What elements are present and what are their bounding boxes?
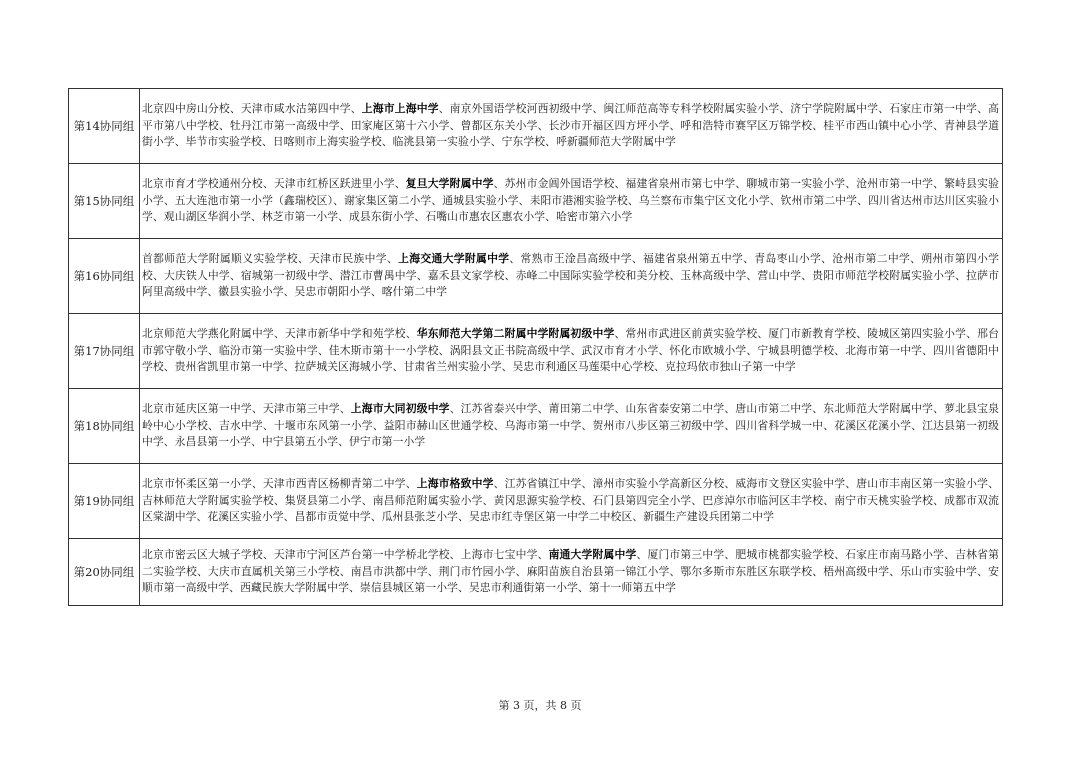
lead-school: 上海交通大学附属中学: [398, 251, 510, 265]
members-before-lead: 北京师范大学燕化附属中学、天津市新华中学和苑学校、: [142, 326, 417, 340]
group-name: 第16协同组: [69, 239, 140, 314]
members-before-lead: 首都师范大学附属顺义实验学校、天津市民族中学、: [142, 251, 399, 265]
lead-school: 南通大学附属中学: [548, 547, 637, 561]
lead-school: 复旦大学附属中学: [405, 176, 494, 190]
lead-school: 上海市大同初级中学: [350, 401, 450, 415]
group-name: 第14协同组: [69, 89, 140, 164]
group-members: [140, 314, 1003, 389]
group-name: 第18协同组: [69, 389, 140, 464]
lead-school: 上海市上海中学: [361, 101, 439, 115]
lead-school: 上海市格致中学: [416, 476, 494, 490]
members-after-lead: 、苏州市金阊外国语学校、福建省泉州市第七中学、聊城市第一实验小学、沧州市第一中学、繁峙县实验小学、五大连池市第一小学（鑫瑞校区）、谢家集区第二小学、通城县实验小学、耒阳市港湘实验学校、乌兰察布市集宁区文化小学、钦州市第二中学、四川省达州市达川区实验小学、观山湖区华润小学、林芝市第一小学、成县东街小学、石嘴山市惠农区惠农小学、哈密市第六小学: [142, 176, 999, 224]
group-members: [140, 239, 1003, 314]
group-members: [140, 389, 1003, 464]
page-number: 第 3 页，共 8 页: [498, 699, 582, 712]
members-before-lead: 北京市密云区大城子学校、天津市宁河区芦台第一中学桥北学校、上海市七宝中学、: [142, 547, 549, 561]
members-before-lead: 北京市延庆区第一中学、天津市第三中学、: [142, 401, 351, 415]
members-before-lead: 北京四中房山分校、天津市咸水沽第四中学、: [142, 101, 362, 115]
group-members: [140, 539, 1003, 606]
group-name: 第19协同组: [69, 464, 140, 539]
table-row: [69, 239, 1003, 314]
group-name: 第17协同组: [69, 314, 140, 389]
group-members: [140, 89, 1003, 164]
table-row: [69, 89, 1003, 164]
members-after-lead: 、江苏省泰兴中学、莆田第二中学、山东省泰安第二中学、唐山市第二中学、东北师范大学附属中学、萝北县宝泉岭中心小学校、吉水中学、十堰市东风第一小学、益阳市赫山区世通学校、乌海市第一中学、贺州市八步区第三初级中学、四川省科学城一中、花溪区花溪小学、江达县第一初级中学、永昌县第一小学、中宁县第五小学、伊宁市第一小学: [142, 401, 1000, 449]
table-row: [69, 389, 1003, 464]
table-row: [69, 464, 1003, 539]
members-after-lead: 、常州市武进区前黄实验学校、厦门市新教育学校、陵城区第四实验小学、邢台市郭守敬小学、临汾市第一实验中学、佳木斯市第十一小学校、涡阳县文正书院高级中学、武汉市育才小学、怀化市欧城小学、宁城县明德学校、北海市第一中学、四川省德阳中学校、贵州省凯里市第一中学、拉萨城关区海城小学、甘肃省兰州实验小学、吴忠市利通区马莲渠中心学校、克拉玛依市独山子第一中学: [142, 326, 999, 374]
group-members: [140, 164, 1003, 239]
group-members: [140, 464, 1003, 539]
table-row: [69, 539, 1003, 606]
group-name: 第20协同组: [69, 539, 140, 606]
lead-school: 华东师范大学第二附属中学附属初级中学: [416, 326, 615, 340]
members-after-lead: 、厦门市第三中学、肥城市桃都实验学校、石家庄市南马路小学、吉林省第二实验学校、大庆市直属机关第三小学校、南昌市洪都中学、荆门市竹园小学、麻阳苗族自治县第一锦江小学、鄂尔多斯市东胜区东联学校、梧州高级中学、乐山市实验中学、安顺市第一高级中学、西藏民族大学附属中学、崇信县城区第一小学、吴忠市利通街第一小学、第十一师第五中学: [142, 547, 999, 595]
members-after-lead: 、江苏省镇江中学、漳州市实验小学高新区分校、威海市文登区实验中学、唐山市丰南区第一实验小学、吉林师范大学附属实验学校、集贤县第二小学、南昌师范附属实验小学、黄冈思源实验学校、石门县第四完全小学、巴彦淖尔市临河区丰学校、南宁市天桃实验学校、成都市双流区棠湖中学、花溪区实验小学、昌都市贡觉中学、瓜州县张芝小学、吴忠市红寺堡区第一中学二中校区、新疆生产建设兵团第二中学: [142, 476, 999, 524]
table-row: [69, 164, 1003, 239]
members-after-lead: 、常熟市王淦昌高级中学、福建省泉州第五中学、青岛枣山小学、沧州市第二中学、朔州市第四小学校、大庆铁人中学、宿城第一初级中学、潜江市曹禺中学、嘉禾县文家学校、赤峰二中国际实验学校和美分校、玉林高级中学、营山中学、贵阳市师范学校附属实验小学、拉萨市阿里高级中学、徽县实验小学、吴忠市朝阳小学、喀什第二中学: [142, 251, 999, 299]
members-after-lead: 、南京外国语学校河西初级中学、闽江师范高等专科学校附属实验小学、济宁学院附属中学、石家庄市第一中学、高平市第八中学校、牡丹江市第一高级中学、田家庵区第十六小学、曾都区东关小学、长沙市开福区四方坪小学、呼和浩特市赛罕区万锦学校、桂平市西山镇中心小学、青神县学道街小学、毕节市实验学校、日喀则市上海实验学校、临洮县第一实验小学、宁东学校、呼新疆师范大学附属中学: [142, 101, 999, 149]
members-before-lead: 北京市怀柔区第一小学、天津市西青区杨柳青第二中学、: [142, 476, 417, 490]
table-row: [69, 314, 1003, 389]
group-name: 第15协同组: [69, 164, 140, 239]
collaboration-groups-table: [68, 88, 1003, 606]
members-before-lead: 北京市育才学校通州分校、天津市红桥区跃进里小学、: [142, 176, 406, 190]
